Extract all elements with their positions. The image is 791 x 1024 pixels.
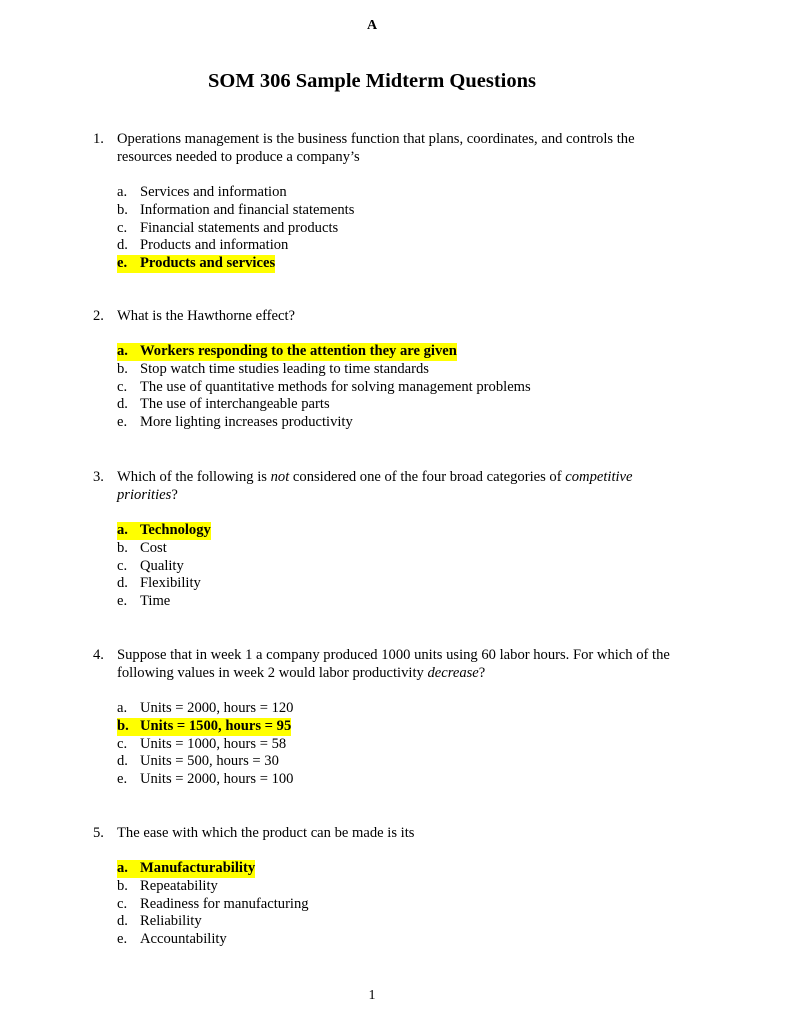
option-text: Readiness for manufacturing [140, 895, 309, 912]
option-d [117, 913, 693, 931]
option-letter: a. [117, 522, 128, 538]
option-text: Information and financial statements [140, 201, 355, 218]
option-text: Workers responding to the attention they are given [140, 343, 457, 359]
option-d [117, 237, 693, 255]
option-c [117, 736, 693, 754]
option-letter: d. [117, 237, 128, 254]
answer-options [117, 343, 693, 432]
option-text: Units = 1500, hours = 95 [140, 717, 292, 734]
question-2 [93, 307, 693, 432]
option-letter: e. [117, 255, 128, 272]
stem-text: ? [478, 665, 486, 681]
question-number: 2. [93, 308, 104, 324]
stem-text: Which of the following is [117, 469, 271, 485]
option-letter: b. [117, 539, 128, 556]
option-letter: e. [117, 931, 128, 948]
option-letter: b. [117, 360, 128, 377]
stem-emphasis: decrease [427, 665, 479, 681]
option-d [117, 753, 693, 771]
option-e [117, 931, 693, 949]
stem-emphasis: competitive priorities [117, 469, 633, 503]
option-a-correct-answer [117, 860, 693, 878]
option-text: Cost [140, 539, 167, 556]
option-a-correct-answer [117, 522, 693, 540]
stem-text: The ease with which the product can be made is its [117, 825, 415, 841]
stem-emphasis: not [270, 469, 290, 485]
option-text: Units = 2000, hours = 100 [140, 771, 294, 788]
option-letter: d. [117, 913, 128, 930]
option-text: Time [140, 593, 171, 610]
question-number: 4. [93, 647, 104, 663]
option-e-correct-answer [117, 255, 693, 273]
answer-options [117, 860, 693, 949]
option-text: Reliability [140, 913, 202, 930]
option-c [117, 220, 693, 238]
option-letter: c. [117, 735, 128, 752]
exam-version-letter: A [366, 18, 378, 33]
option-letter: e. [117, 414, 128, 431]
question-4 [93, 646, 693, 789]
question-stem [93, 307, 693, 325]
answer-options [117, 522, 693, 611]
option-text: Financial statements and products [140, 219, 339, 236]
option-b-correct-answer [117, 718, 693, 736]
option-text: Units = 500, hours = 30 [140, 753, 279, 770]
question-number: 1. [93, 131, 104, 147]
stem-text: ? [171, 487, 178, 503]
option-text: Units = 2000, hours = 120 [140, 700, 294, 716]
stem-text: Suppose that in week 1 a company produced 1000 units using 60 labor hours. For which of the following values in week 2 would labor productivity [117, 647, 670, 681]
option-letter: c. [117, 557, 128, 574]
stem-text: Operations management is the business function that plans, coordinates, and controls the resources needed to produce a company’s [117, 131, 635, 165]
question-1 [93, 130, 693, 273]
option-d [117, 396, 693, 414]
option-text: Quality [140, 557, 184, 574]
option-e [117, 771, 693, 789]
option-letter: b. [117, 201, 128, 218]
option-letter: e. [117, 593, 128, 610]
option-letter: d. [117, 575, 128, 592]
option-c [117, 896, 693, 914]
option-text: Accountability [140, 931, 227, 948]
option-c [117, 558, 693, 576]
question-number: 5. [93, 825, 104, 841]
question-5 [93, 824, 693, 949]
option-b [117, 540, 693, 558]
option-letter: e. [117, 771, 128, 788]
option-text: More lighting increases productivity [140, 414, 353, 431]
option-b [117, 361, 693, 379]
option-text: The use of interchangeable parts [140, 396, 330, 413]
option-a [117, 700, 693, 718]
option-c [117, 379, 693, 397]
option-text: Repeatability [140, 877, 218, 894]
page-title: SOM 306 Sample Midterm Questions [208, 70, 536, 92]
option-letter: d. [117, 753, 128, 770]
option-letter: c. [117, 219, 128, 236]
page-number: 1 [368, 988, 376, 1003]
option-text: The use of quantitative methods for solving management problems [140, 378, 531, 395]
option-a [117, 184, 693, 202]
answer-options [117, 700, 693, 789]
option-text: Technology [140, 522, 211, 538]
option-text: Products and services [140, 255, 276, 272]
answer-options [117, 184, 693, 273]
option-letter: a. [117, 860, 128, 876]
stem-text: considered one of the four broad categories of [289, 469, 566, 485]
option-letter: c. [117, 378, 128, 395]
option-letter: b. [117, 877, 128, 894]
option-text: Manufacturability [140, 860, 256, 876]
option-letter: d. [117, 396, 128, 413]
question-3 [93, 468, 693, 611]
question-stem [93, 824, 693, 842]
question-stem [93, 468, 693, 504]
option-letter: a. [117, 343, 128, 359]
option-letter: c. [117, 895, 128, 912]
question-stem [93, 646, 693, 682]
option-letter: a. [117, 184, 128, 200]
option-text: Products and information [140, 237, 289, 254]
option-a-correct-answer [117, 343, 693, 361]
option-text: Services and information [140, 184, 287, 200]
option-letter: a. [117, 700, 128, 716]
stem-text: What is the Hawthorne effect? [117, 308, 296, 324]
option-text: Units = 1000, hours = 58 [140, 735, 287, 752]
question-stem [93, 130, 693, 166]
question-number: 3. [93, 469, 104, 485]
option-b [117, 878, 693, 896]
option-d [117, 575, 693, 593]
option-e [117, 593, 693, 611]
option-text: Flexibility [140, 575, 201, 592]
option-b [117, 202, 693, 220]
option-e [117, 414, 693, 432]
option-text: Stop watch time studies leading to time standards [140, 360, 429, 377]
option-letter: b. [117, 717, 129, 734]
